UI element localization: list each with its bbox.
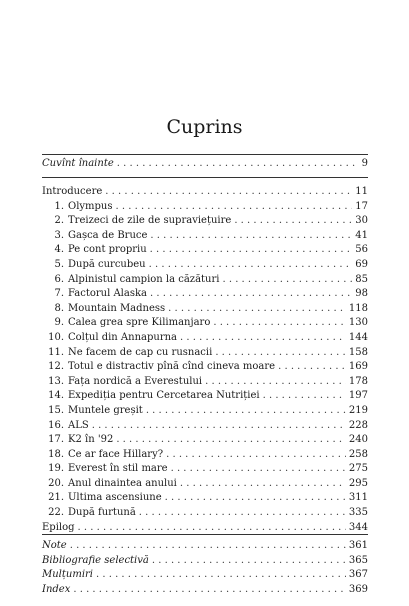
toc-entry-chapter[interactable]	[42, 448, 368, 463]
toc-entry-label: Mulțumiri	[42, 569, 93, 581]
chapter-number: 5.	[54, 258, 64, 270]
toc-entry-chapter[interactable]	[42, 477, 368, 492]
toc-entry-chapter[interactable]	[42, 375, 368, 390]
toc-entry-page: 11	[355, 186, 368, 197]
dot-leader	[149, 258, 353, 273]
toc-entry-page: 197	[348, 390, 368, 402]
toc-entry-chapter[interactable]	[42, 491, 368, 506]
toc-entry-label: ALS	[68, 419, 89, 431]
toc-entry-page: 240	[348, 434, 368, 446]
toc-entry-page: 311	[348, 492, 368, 504]
chapter-number: 16.	[48, 419, 64, 431]
toc-entry-label: Index	[42, 583, 71, 595]
toc-entry-label: Ne facem de cap cu rusnacii	[68, 346, 213, 358]
toc-entry-label: Bibliografie selectivă	[42, 554, 149, 566]
section-divider	[42, 534, 368, 535]
toc-entry-label: Everest în stil mare	[68, 463, 168, 475]
toc-entry-back-matter[interactable]	[42, 583, 368, 598]
toc-entry-page: 361	[348, 540, 368, 551]
dot-leader	[165, 491, 346, 506]
toc-entry-chapter[interactable]	[42, 506, 368, 521]
toc-entry-label: Ultima ascensiune	[68, 492, 162, 504]
toc-entry-foreword[interactable]	[42, 157, 368, 172]
toc-entry-intro[interactable]	[42, 185, 368, 200]
chapter-number: 7.	[54, 288, 64, 300]
toc-entry-page: 130	[348, 317, 368, 329]
dot-leader	[150, 287, 352, 302]
toc-entry-chapter[interactable]	[42, 302, 368, 317]
main-contents-section	[42, 185, 368, 535]
toc-entry-page: 295	[348, 477, 368, 489]
toc-entry-label: După furtună	[68, 507, 136, 519]
chapter-number: 19.	[48, 463, 64, 475]
dot-leader	[168, 302, 346, 317]
toc-entry-label: Treizeci de zile de supraviețuire	[68, 215, 232, 227]
toc-entry-label: Calea grea spre Kilimanjaro	[68, 317, 211, 329]
toc-entry-chapter[interactable]	[42, 287, 368, 302]
toc-entry-chapter[interactable]	[42, 331, 368, 346]
toc-entry-label: Factorul Alaska	[68, 288, 147, 300]
toc-entry-chapter[interactable]	[42, 243, 368, 258]
toc-entry-label: Pe cont propriu	[68, 244, 147, 256]
toc-entry-page: 9	[361, 158, 368, 169]
toc-entry-chapter[interactable]	[42, 258, 368, 273]
toc-entry-page: 178	[348, 375, 368, 387]
toc-entry-chapter[interactable]	[42, 389, 368, 404]
dot-leader	[278, 360, 346, 375]
toc-entry-page: 98	[355, 288, 368, 300]
toc-entry-chapter[interactable]	[42, 404, 368, 419]
toc-entry-page: 365	[348, 554, 368, 566]
chapter-number: 8.	[54, 302, 64, 314]
chapter-number: 20.	[48, 477, 64, 489]
toc-entry-label: Note	[42, 540, 67, 551]
back-matter-section	[42, 539, 368, 597]
toc-entry-page: 85	[355, 273, 368, 285]
toc-entry-label: Anul dinaintea anului	[68, 477, 177, 489]
dot-leader	[146, 404, 346, 419]
toc-entry-page: 118	[348, 302, 368, 314]
toc-entry-label: Colțul din Annapurna	[68, 331, 178, 343]
dot-leader	[180, 477, 346, 492]
dot-leader	[152, 554, 346, 569]
toc-entry-back-matter[interactable]	[42, 554, 368, 569]
toc-entry-label: Olympus	[68, 200, 113, 212]
chapter-number: 1.	[54, 200, 64, 212]
toc-entry-label: Muntele greșit	[68, 404, 143, 416]
dot-leader	[116, 433, 346, 448]
toc-entry-label: Ce ar face Hillary?	[68, 448, 164, 460]
toc-entry-chapter[interactable]	[42, 273, 368, 288]
chapter-number: 18.	[48, 448, 64, 460]
toc-entry-chapter[interactable]	[42, 433, 368, 448]
toc-entry-label: Mountain Madness	[68, 302, 166, 314]
toc-entry-page: 169	[348, 361, 368, 373]
toc-entry-page: 219	[348, 404, 368, 416]
toc-entry-chapter[interactable]	[42, 360, 368, 375]
toc-entry-page: 335	[348, 507, 368, 519]
toc-entry-page: 344	[348, 521, 368, 533]
chapter-number: 4.	[54, 244, 64, 256]
dot-leader	[139, 506, 346, 521]
dot-leader	[180, 331, 346, 346]
dot-leader	[96, 568, 346, 583]
toc-entry-page: 258	[348, 448, 368, 460]
toc-entry-label: Introducere	[42, 186, 103, 197]
dot-leader	[150, 243, 353, 258]
chapter-number: 17.	[48, 434, 64, 446]
chapter-number: 2.	[54, 215, 64, 227]
toc-entry-chapter[interactable]	[42, 316, 368, 331]
toc-entry-chapter[interactable]	[42, 419, 368, 434]
toc-entry-chapter[interactable]	[42, 229, 368, 244]
toc-entry-label: Fața nordică a Everestului	[68, 375, 203, 387]
chapter-list	[42, 200, 368, 521]
dot-leader	[234, 214, 352, 229]
toc-entry-chapter[interactable]	[42, 214, 368, 229]
chapter-number: 6.	[54, 273, 64, 285]
toc-entry-label: Expediția pentru Cercetarea Nutriției	[68, 390, 260, 402]
toc-entry-page: 144	[348, 331, 368, 343]
dot-leader	[70, 539, 346, 554]
dot-leader	[117, 157, 359, 172]
toc-entry-page: 158	[348, 346, 368, 358]
chapter-number: 10.	[48, 331, 64, 343]
chapter-number: 3.	[54, 229, 64, 241]
toc-entry-page: 228	[348, 419, 368, 431]
toc-entry-chapter[interactable]	[42, 200, 368, 215]
chapter-number: 9.	[54, 317, 64, 329]
toc-entry-page: 369	[348, 583, 368, 595]
toc-entry-label: Gașca de Bruce	[68, 229, 148, 241]
dot-leader	[73, 583, 346, 598]
dot-leader	[105, 185, 352, 200]
toc-entry-back-matter[interactable]	[42, 539, 368, 554]
toc-entry-chapter[interactable]	[42, 462, 368, 477]
chapter-number: 13.	[48, 375, 64, 387]
dot-leader	[222, 273, 352, 288]
dot-leader	[150, 229, 352, 244]
top-divider	[42, 154, 368, 155]
toc-entry-chapter[interactable]	[42, 346, 368, 361]
toc-entry-page: 17	[355, 200, 368, 212]
section-divider	[42, 177, 368, 178]
dot-leader	[213, 316, 346, 331]
chapter-number: 21.	[48, 492, 64, 504]
dot-leader	[116, 200, 353, 215]
toc-entry-page: 69	[355, 258, 368, 270]
toc-entry-page: 56	[355, 244, 368, 256]
dot-leader	[166, 448, 346, 463]
toc-entry-back-matter[interactable]	[42, 568, 368, 583]
foreword-section	[42, 157, 368, 172]
dot-leader	[92, 419, 346, 434]
dot-leader	[215, 346, 346, 361]
toc-entry-page: 367	[348, 569, 368, 581]
toc-entry-page: 275	[348, 463, 368, 475]
toc-entry-label: Totul e distractiv pînă cînd cineva moare	[68, 361, 276, 373]
chapter-number: 12.	[48, 361, 64, 373]
chapter-number: 11.	[48, 346, 64, 358]
toc-entry-page: 41	[355, 229, 368, 241]
chapter-number: 14.	[48, 390, 64, 402]
dot-leader	[171, 462, 346, 477]
toc-entry-label: Epilog	[42, 521, 75, 533]
toc-entry-label: K2 în '92	[68, 434, 114, 446]
toc-entry-page: 30	[355, 215, 368, 227]
toc-entry-label: Cuvînt înainte	[42, 158, 114, 169]
dot-leader	[263, 389, 346, 404]
dot-leader	[205, 375, 346, 390]
toc-entry-label: Alpinistul campion la căzături	[68, 273, 220, 285]
chapter-number: 15.	[48, 404, 64, 416]
chapter-number: 22.	[48, 507, 64, 519]
toc-entry-label: După curcubeu	[68, 258, 146, 270]
page-title: Cuprins	[166, 116, 243, 138]
